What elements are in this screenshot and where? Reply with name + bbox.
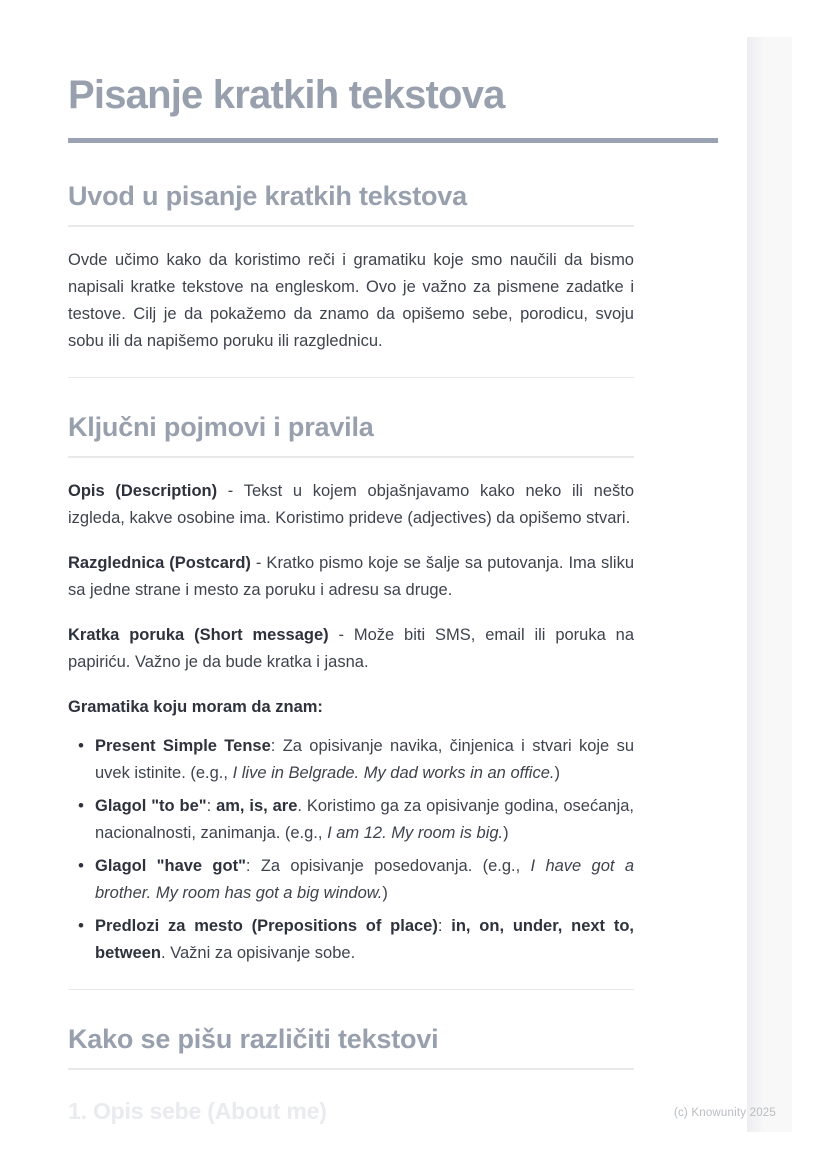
document-content: [68, 0, 634, 1125]
intro-paragraph: Ovde učimo kako da koristimo reči i gramatiku koje smo naučili da bismo napisali kratke tekstove na engleskom. Ovo je važno za pismene zadatke i testove. Cilj je da pokažemo da znamo da opišemo sebe, porodicu, svoju sobu ili da napišemo poruku ili razglednicu.: [68, 251, 634, 350]
text-segment: ): [503, 824, 509, 842]
text-segment: I live in Belgrade. My dad works in an office.: [232, 764, 555, 782]
text-segment: Razglednica (Postcard): [68, 554, 251, 572]
text-segment: Glagol "have got": [95, 857, 246, 875]
section-text-types: [68, 1024, 634, 1125]
text-segment: in, on, under, next to, between: [95, 917, 634, 962]
section-divider: [68, 989, 634, 990]
text-segment: - Može biti SMS, email ili poruka na papiriću. Važno je da bude kratka i jasna.: [68, 626, 634, 671]
text-segment: I have got a brother. My room has got a big window.: [95, 857, 634, 902]
text-segment: - Tekst u kojem objašnjavamo kako neko ili nešto izgleda, kakve osobine ima. Koristimo prideve (adjectives) da opišemo stvari.: [68, 482, 634, 527]
text-segment: ): [382, 884, 388, 902]
text-segment: Present Simple Tense: [95, 737, 271, 755]
section-intro: [68, 181, 634, 355]
text-segment: . Važni za opisivanje sobe.: [161, 944, 356, 962]
term-paragraph-short-message: [68, 622, 634, 676]
copyright-notice: (c) Knowunity 2025: [673, 1107, 776, 1119]
grammar-bullet-list: [68, 733, 634, 967]
page-title: Pisanje kratkih tekstova: [68, 73, 505, 117]
list-item: [95, 733, 634, 787]
term-paragraph-description: [68, 478, 634, 532]
text-segment: Gramatika koju moram da znam:: [68, 698, 323, 716]
text-segment: : Za opisivanje navika, činjenica i stvari koje su uvek istinite. (e.g.,: [95, 737, 634, 782]
section-key-terms: [68, 412, 634, 967]
list-item: [95, 853, 634, 907]
list-item: [95, 913, 634, 967]
text-segment: ): [554, 764, 560, 782]
text-segment: Opis (Description): [68, 482, 218, 500]
text-segment: Glagol "to be": [95, 797, 207, 815]
list-item: [95, 793, 634, 847]
text-segment: : Za opisivanje posedovanja. (e.g.,: [245, 857, 531, 875]
page-edge-strip: [747, 37, 792, 1132]
term-paragraph-grammar-lead: [68, 694, 634, 721]
text-segment: Predlozi za mesto (Prepositions of place): [95, 917, 438, 935]
text-segment: - Kratko pismo koje se šalje sa putovanja. Ima sliku sa jedne strane i mesto za poruku i adresu sa druge.: [68, 554, 634, 599]
section-divider: [68, 377, 634, 378]
faded-subheading-about-me: 1. Opis sebe (About me): [68, 1098, 327, 1124]
text-segment: I am 12. My room is big.: [327, 824, 504, 842]
title-rule: [68, 138, 718, 143]
section-heading-key-terms: Ključni pojmovi i pravila: [68, 412, 634, 458]
text-segment: Kratka poruka (Short message): [68, 626, 329, 644]
section-heading-text-types: Kako se pišu različiti tekstovi: [68, 1024, 634, 1070]
text-segment: . Koristimo ga za opisivanje godina, osećanja, nacionalnosti, zanimanja. (e.g.,: [95, 797, 634, 842]
section-heading-intro: Uvod u pisanje kratkih tekstova: [68, 181, 634, 227]
term-paragraph-postcard: [68, 550, 634, 604]
text-segment: am, is, are: [216, 797, 298, 815]
text-segment: :: [206, 797, 217, 815]
text-segment: :: [437, 917, 452, 935]
